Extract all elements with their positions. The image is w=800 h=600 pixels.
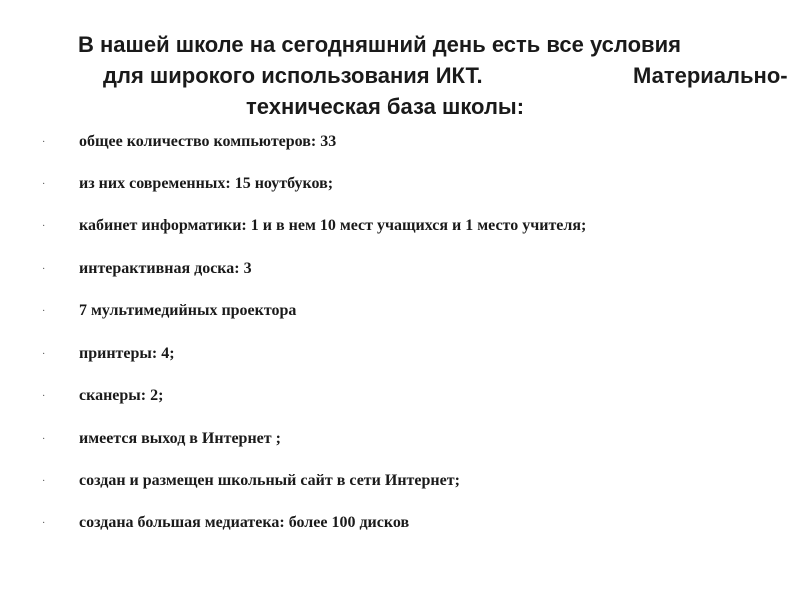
list-item: [0, 344, 800, 366]
bullet-icon: ·: [42, 264, 46, 275]
list-item-text: создан и размещен школьный сайт в сети Интернет;: [79, 472, 460, 489]
list-item-text: 7 мультимедийных проектора: [79, 302, 297, 319]
title-line-2-right: Материально-: [633, 63, 788, 88]
list-item: [0, 216, 800, 238]
title-line-2: для широкого использования ИКТ.: [103, 63, 483, 88]
bullet-icon: ·: [42, 221, 46, 232]
title-line-3: техническая база школы:: [246, 94, 525, 119]
list-item: [0, 471, 800, 493]
list-item-text: кабинет информатики: 1 и в нем 10 мест учащихся и 1 место учителя;: [79, 217, 587, 234]
bullet-icon: ·: [42, 434, 46, 445]
list-item: [0, 301, 800, 323]
list-item: [0, 132, 800, 154]
bullet-icon: ·: [42, 137, 46, 148]
bullet-icon: ·: [42, 306, 46, 317]
bullet-icon: ·: [42, 349, 46, 360]
list-item: [0, 386, 800, 408]
list-item-text: сканеры: 2;: [79, 387, 164, 404]
bullet-icon: ·: [42, 518, 46, 529]
list-item-text: из них современных: 15 ноутбуков;: [79, 175, 334, 192]
list-item-text: интерактивная доска: 3: [79, 260, 252, 277]
list-item-text: принтеры: 4;: [79, 345, 175, 362]
list-item: [0, 429, 800, 451]
bullet-icon: ·: [42, 476, 46, 487]
list-item-text: общее количество компьютеров: 33: [79, 133, 337, 150]
list-item: [0, 259, 800, 281]
list-item-text: имеется выход в Интернет ;: [79, 430, 281, 447]
list-item-text: создана большая медиатека: более 100 дисков: [79, 514, 410, 531]
bullet-icon: ·: [42, 179, 46, 190]
list-item: [0, 513, 800, 535]
bullet-icon: ·: [42, 391, 46, 402]
title-line-1: В нашей школе на сегодняшний день есть все условия: [78, 32, 681, 57]
list-item: [0, 174, 800, 196]
